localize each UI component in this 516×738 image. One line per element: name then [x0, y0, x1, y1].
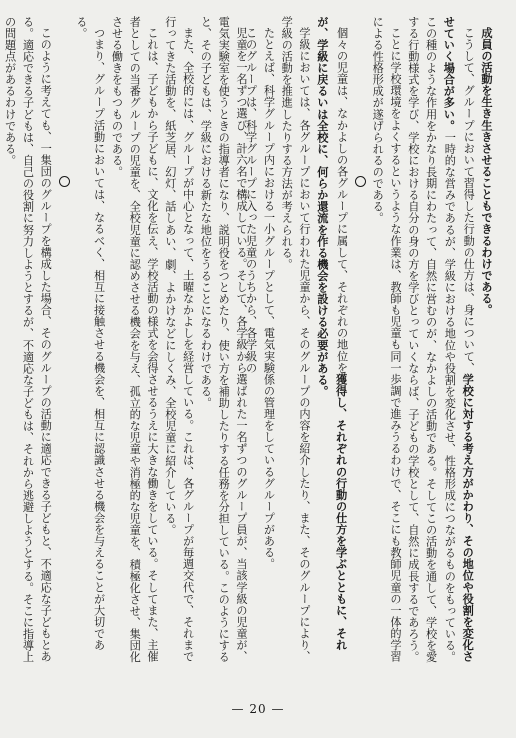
page-number: — 20 —: [231, 702, 285, 716]
paragraph: このグループは、科学グループに入った児童のうちから、各学級の: [244, 27, 258, 374]
paragraph: これは、子どもから子どもに、文化を伝え、学校活動の様式を会得させるうえに大きな働きをしている。そしてまた、主催者としての当番グループの児童を、全校児童に認めさせる機会を与え、孤立的な児童や消極的な児童を、積極化させ、集団化させる働きをもつものである。: [110, 16, 160, 663]
right-text-column: [244, 16, 495, 666]
paragraph: つまり、グループ活動においては、なるべく、相互に接触させる機会を、相互に認識させる機会を与えることが大切である。: [74, 16, 106, 651]
bold-text-run: 学校に対する考え方がかわり、その地位や役割を変化させていく場合が多い。: [442, 16, 476, 663]
text-run: 一時的な営みであるが、学級における地位や役割を変化させ、性格形成につながるものをもっている。この種のような作用をかなり長期にわたって、自然に営むのが、なかよしの活動である。そしてこの活動を通して、学校を愛する行動様式を学び、学校における自分の身の方を学びとっていくならば、子どもの学校として、自然に成長するであろう。: [406, 16, 457, 663]
paragraph: [313, 16, 351, 666]
paragraph: 成員の活動を生き生きさせることもできるわけである。: [480, 27, 494, 316]
section-circle-marker: [351, 16, 369, 666]
text-run: こうして、グループにおいて習得した行動の仕方は、身について、: [462, 27, 476, 374]
bold-text-run: 獲得し、それぞれの行動の仕方を学ぶとともに、それが、学級に戻るいは全校に、何らか還流を作る機会を設ける必要がある。: [315, 16, 349, 651]
paragraph: 学級においては、各グループにおいて行われた児童から、そのグループの内容を紹介したり、また、そのグループにより、学級の活動を推進したりする方法が考えられる。: [280, 16, 312, 663]
section-circle-marker: [54, 16, 72, 666]
paragraph: 児童を一名ずつ選び、計六名で構成している。そして、各学級から選ばれた一名ずつのグループ員が、当該学級の児童が、電気実験室を使うときの指導者になり、説明役をつとめたり、使い方を補助したりする任務を分担している。このようにすると、その子どもは、学級における新たな地位をうることになるわけである。: [199, 16, 248, 663]
paragraph: また、全校的には、グループが中心となって、土曜なかよしを経営している。これは、各グループが毎週交代で、それまで行ってきた活動を、紙芝居、幻灯、話しあい、劇、よかけなどにしくみ、全校児童に紹介している。: [163, 16, 195, 663]
text-run: 個々の児童は、なかよしの各グループに属して、それぞれの地位を: [335, 27, 349, 374]
left-text-column: [3, 16, 250, 666]
paragraph: ことに学校環境をよくするというような作業は、教師も児童も同一歩調で進みうるわけで、そこにも教師児童の一体的学習による性格形成が遂げられるのである。: [371, 16, 403, 663]
paragraph: このように考えても、一集団のグループを構成した場合、そのグループの活動に適応できる子どもと、不適応な子どもとある。適応できる子どもは、自己の役割に努力しようとするが、不適応な子どもは、それから逃避しようとする。そこに指導上の問題点があるわけである。: [3, 16, 53, 663]
paragraph: [0, 16, 1, 666]
paragraph: [404, 16, 477, 666]
circle-icon: [355, 176, 366, 187]
circle-icon: [59, 176, 70, 187]
paragraph: たとえば、科学グループ内における一小グループとして、電気実験係の管理をしているグループがある。: [262, 27, 276, 571]
